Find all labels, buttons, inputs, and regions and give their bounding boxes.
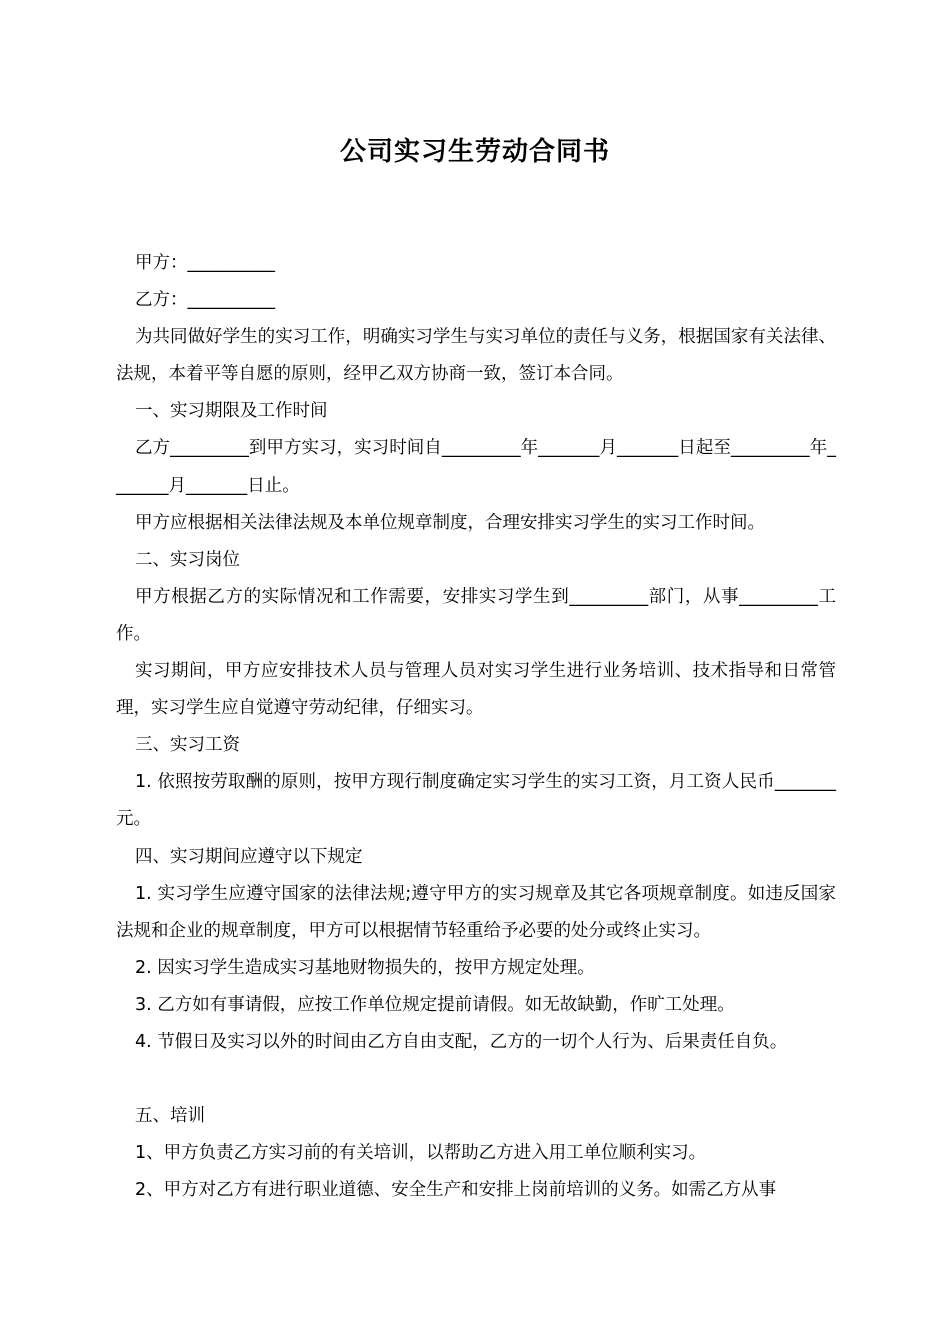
preamble-paragraph: 为共同做好学生的实习工作，明确实习学生与实习单位的责任与义务，根据国家有关法律、法规，本着平等自愿的原则，经甲乙双方协商一致，签订本合同。 (116, 327, 836, 385)
management-paragraph: 实习期间，甲方应安排技术人员与管理人员对实习学生进行业务培训、技术指导和日常管理，实习学生应自觉遵守劳动纪律，仔细实习。 (116, 661, 836, 719)
section-heading-5: 五、培训 (135, 1106, 205, 1127)
internship-period-paragraph: 乙方_________到甲方实习，实习时间自_________年_______月_______日起至_________年_______月_______日止。 (116, 438, 836, 496)
training-item-1: 1、甲方负责乙方实习前的有关培训，以帮助乙方进入用工单位顺利实习。 (135, 1143, 707, 1164)
section-heading-3: 三、实习工资 (135, 735, 240, 756)
section-spacer (116, 1061, 836, 1098)
training-item-2: 2、甲方对乙方有进行职业道德、安全生产和安排上岗前培训的义务。如需乙方从事 (135, 1180, 777, 1201)
wage-paragraph: 1. 依照按劳取酬的原则，按甲方现行制度确定实习学生的实习工资，月工资人民币_______元。 (116, 772, 836, 830)
position-paragraph: 甲方根据乙方的实际情况和工作需要，安排实习学生到_________部门，从事_________工作。 (116, 586, 836, 644)
section-heading-1: 一、实习期限及工作时间 (135, 401, 328, 422)
section-heading-2: 二、实习岗位 (135, 549, 240, 570)
document-body (116, 245, 836, 1209)
rule-item-1: 1. 实习学生应遵守国家的法律法规;遵守甲方的实习规章及其它各项规章制度。如违反国家法规和企业的规章制度，甲方可以根据情节轻重给予必要的处分或终止实习。 (116, 883, 836, 941)
party-b-line: 乙方：__________ (135, 290, 275, 311)
rule-item-2: 2. 因实习学生造成实习基地财物损失的，按甲方规定处理。 (135, 957, 595, 978)
rule-item-4: 4. 节假日及实习以外的时间由乙方自由支配，乙方的一切个人行为、后果责任自负。 (135, 1031, 788, 1052)
rule-item-3: 3. 乙方如有事请假，应按工作单位规定提前请假。如无故缺勤，作旷工处理。 (135, 994, 735, 1015)
work-time-paragraph: 甲方应根据相关法律法规及本单位规章制度，合理安排实习学生的实习工作时间。 (135, 512, 765, 533)
document-title: 公司实习生劳动合同书 (339, 137, 610, 167)
section-heading-4: 四、实习期间应遵守以下规定 (135, 846, 363, 867)
party-a-line: 甲方：__________ (135, 253, 275, 273)
